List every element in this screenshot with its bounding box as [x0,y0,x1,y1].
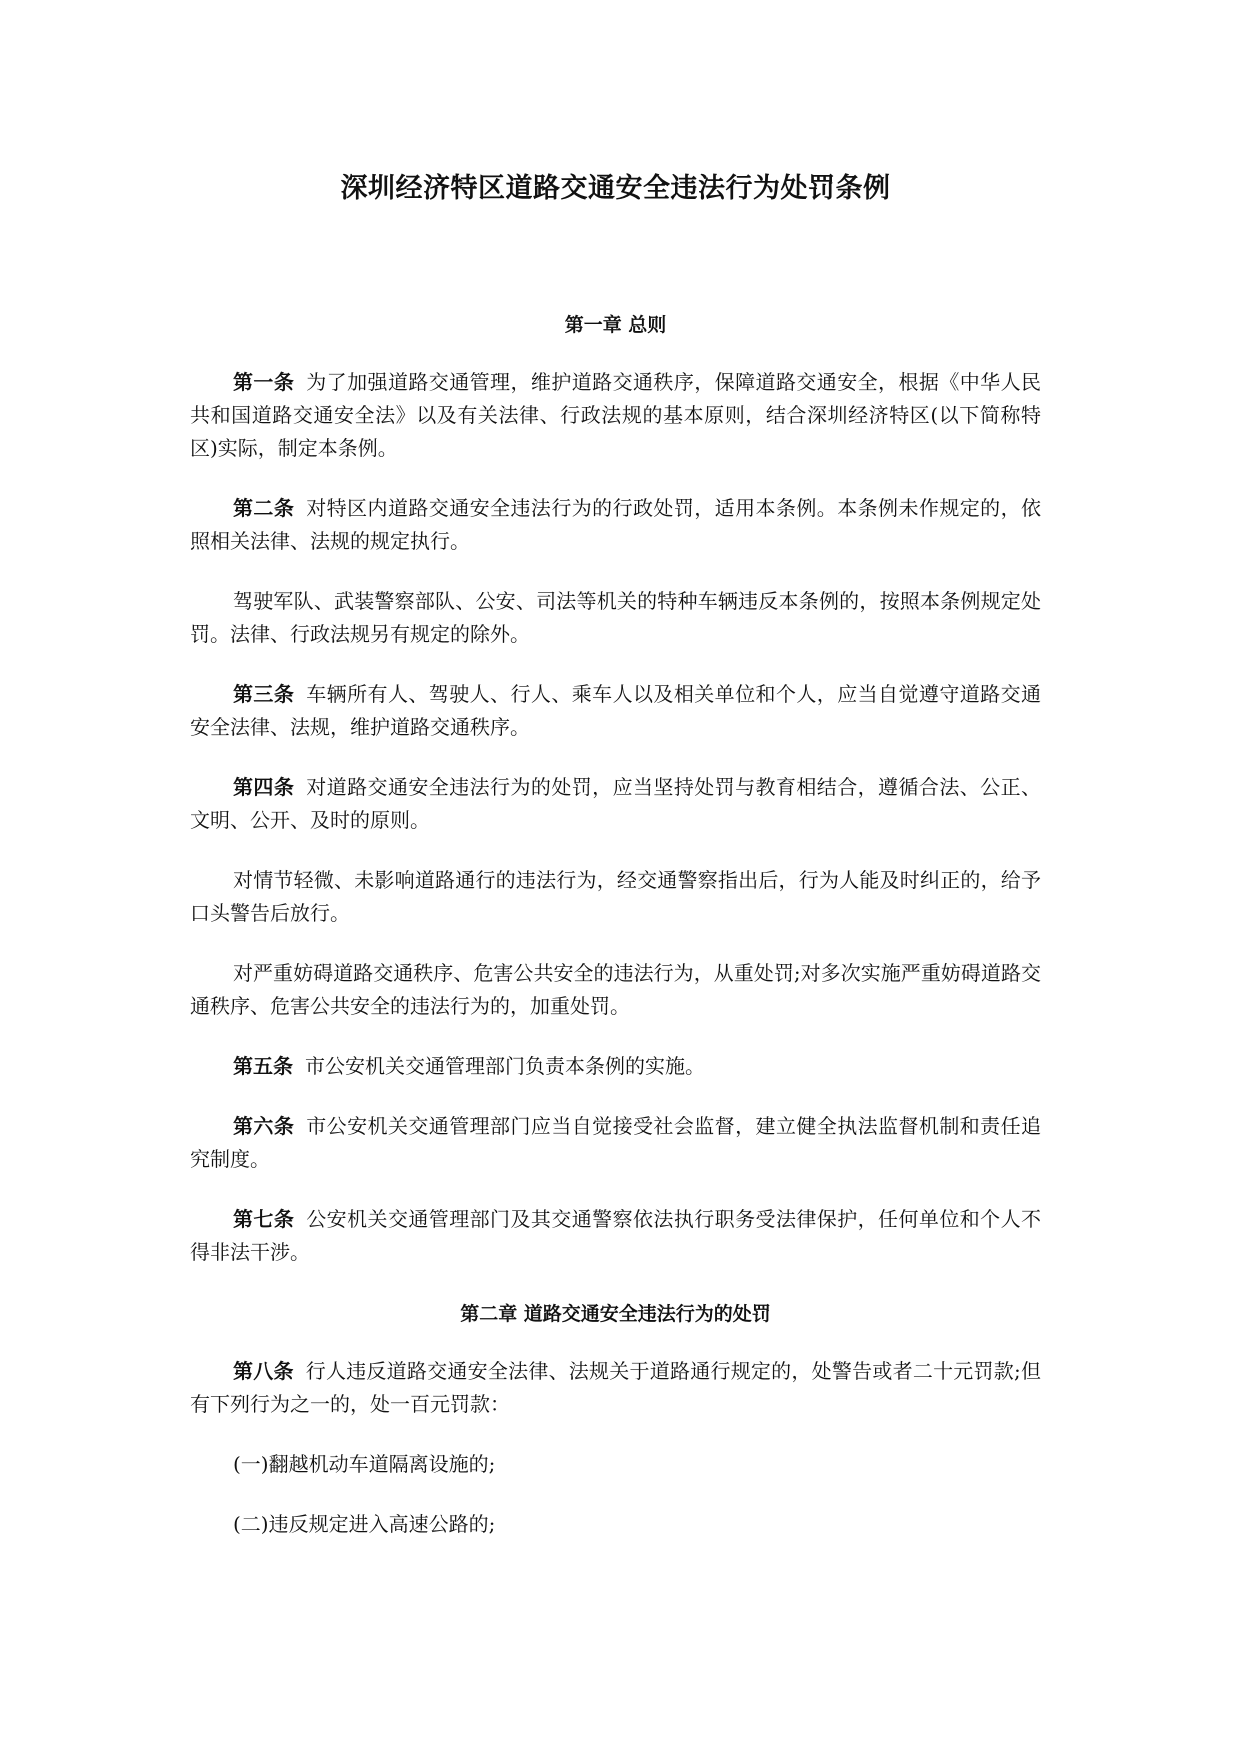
paragraph-text: 对情节轻微、未影响道路通行的违法行为，经交通警察指出后，行为人能及时纠正的，给予口头警告后放行。 [190,868,1041,925]
article-text: 为了加强道路交通管理，维护道路交通秩序，保障道路交通安全，根据《中华人民共和国道路交通安全法》以及有关法律、行政法规的基本原则，结合深圳经济特区(以下简称特区)实际，制定本条例。 [190,370,1042,460]
article-number: 第四条 [233,775,295,799]
article-text: 对道路交通安全违法行为的处罚，应当坚持处罚与教育相结合，遵循合法、公正、文明、公开、及时的原则。 [190,775,1042,832]
article-number: 第七条 [233,1207,295,1231]
article-8-item-1 [190,1448,1041,1481]
article-6 [190,1110,1041,1176]
article-2-paragraph-2 [190,585,1041,651]
article-7 [190,1203,1041,1269]
article-number: 第五条 [233,1054,293,1078]
paragraph-text: 驾驶军队、武装警察部队、公安、司法等机关的特种车辆违反本条例的，按照本条例规定处罚。法律、行政法规另有规定的除外。 [190,589,1041,646]
article-text: 公安机关交通管理部门及其交通警察依法执行职务受法律保护，任何单位和个人不得非法干涉。 [190,1207,1042,1264]
article-text: 对特区内道路交通安全违法行为的行政处罚，适用本条例。本条例未作规定的，依照相关法律、法规的规定执行。 [190,496,1042,553]
article-number: 第六条 [233,1114,295,1138]
article-text: 行人违反道路交通安全法律、法规关于道路通行规定的，处警告或者二十元罚款;但有下列行为之一的，处一百元罚款： [190,1359,1041,1416]
article-text: 市公安机关交通管理部门负责本条例的实施。 [305,1054,705,1078]
article-number: 第八条 [233,1359,294,1383]
article-number: 第一条 [233,370,295,394]
article-1 [190,366,1041,465]
list-item-text: (二)违反规定进入高速公路的; [233,1512,496,1536]
article-number: 第三条 [233,682,295,706]
article-5 [190,1050,1041,1083]
article-4-paragraph-3 [190,957,1041,1023]
article-text: 市公安机关交通管理部门应当自觉接受社会监督，建立健全执法监督机制和责任追究制度。 [190,1114,1042,1171]
article-8 [190,1355,1041,1421]
article-number: 第二条 [233,496,295,520]
paragraph-text: 对严重妨碍道路交通秩序、危害公共安全的违法行为，从重处罚;对多次实施严重妨碍道路交通秩序、危害公共安全的违法行为的，加重处罚。 [190,961,1041,1018]
document-title: 深圳经济特区道路交通安全违法行为处罚条例 [340,173,891,204]
article-2 [190,492,1041,558]
article-4 [190,771,1041,837]
article-text: 车辆所有人、驾驶人、行人、乘车人以及相关单位和个人，应当自觉遵守道路交通安全法律、法规，维护道路交通秩序。 [190,682,1042,739]
chapter-2-heading: 第二章 道路交通安全违法行为的处罚 [460,1303,771,1325]
article-8-item-2 [190,1508,1041,1541]
article-3 [190,678,1041,744]
list-item-text: (一)翻越机动车道隔离设施的; [233,1452,496,1476]
article-4-paragraph-2 [190,864,1041,930]
chapter-1-heading: 第一章 总则 [564,314,667,336]
